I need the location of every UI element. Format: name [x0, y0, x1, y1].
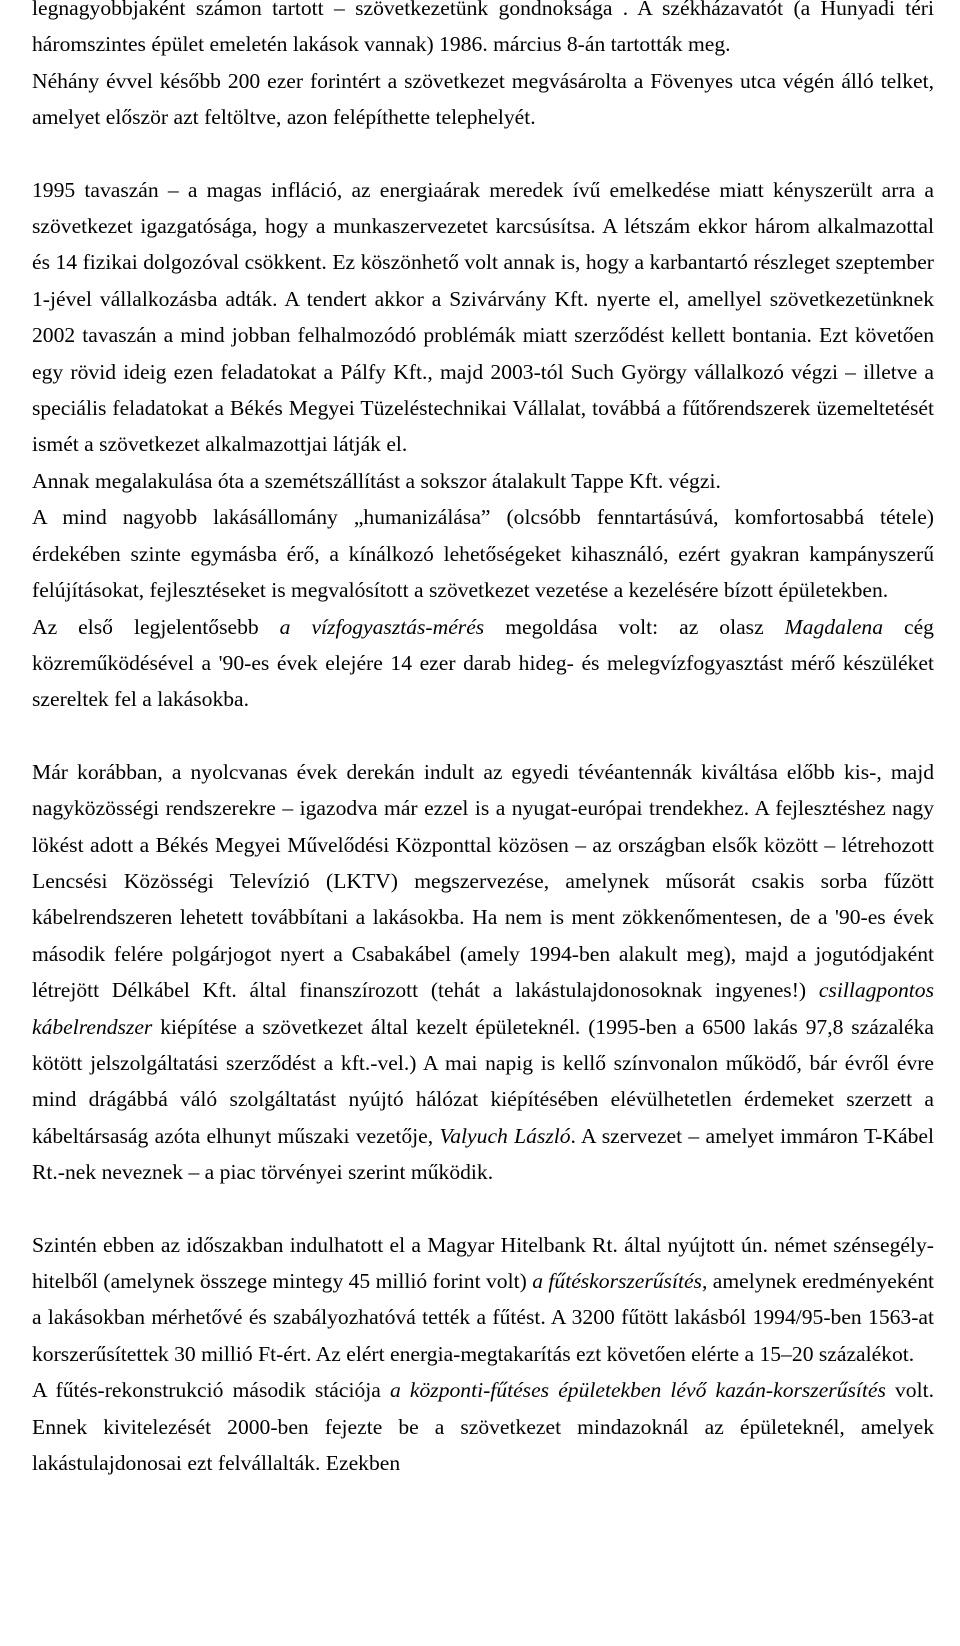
- paragraph-spacer: [32, 1191, 934, 1227]
- text-segment: A fűtés-rekonstrukció második stációja: [32, 1378, 390, 1403]
- paragraph-p5: [32, 499, 934, 608]
- italic-text-segment: a fűtéskorszerűsítés: [532, 1269, 702, 1293]
- text-segment: Az első legjelentősebb: [32, 614, 280, 639]
- paragraph-spacer: [32, 136, 934, 172]
- italic-text-segment: a vízfogyasztás-mérés: [279, 614, 485, 639]
- text-segment: cég közreműködésével a '90-es évek elejére 14 ezer darab hideg- és melegvízfogyasztást mérő készüléket szereltek fel a lakásokba.: [32, 614, 934, 712]
- text-segment: Már korábban, a nyolcvanas évek derekán indult az egyedi tévéantennák kiváltása előbb kis-, majd nagyközösségi rendszerekre – igazodva már ezzel is a nyugat-európai trendekhez. A fejlesztéshez nagy lökést adott a Békés Megyei Művelődési Központtal közösen – az országban elsők között – létrehozott Lencsési Közösségi Televízió (LKTV) megszervezése, amelynek műsorát csakis sorba fűzött kábelrendszeren lehetett továbbítani a lakásokba. Ha nem is ment zökkenőmentesen, de a '90-es évek második felére polgárjogot nyert a Csabakábel (amely 1994-ben alakult meg), majd a jogutódjaként létrejött Délkábel Kft. által finanszírozott (tehát a lakástulajdonosoknak ingyenes!): [32, 759, 934, 1003]
- text-segment: Néhány évvel később 200 ezer forintért a szövetkezet megvásárolta a Fövenyes utca végén álló telket, amelyet először azt feltöltve, azon felépíthette telephelyét.: [32, 68, 934, 130]
- text-segment: 1995 tavaszán – a magas infláció, az energiaárak meredek ívű emelkedése miatt kényszerült arra a szövetkezet igazgatósága, hogy a munkaszervezetet karcsúsítsa. A létszám ekkor három alkalmazottal és 14 fizikai dolgozóval csökkent. Ez köszönhető volt annak is, hogy a karbantartó részleget szeptember 1-jével vállalkozásba adták. A tendert akkor a Szivárvány Kft. nyerte el, amellyel szövetkezetünknek 2002 tavaszán a mind jobban felhalmozódó problémák miatt szerződést kellett bontania. Ezt követően egy rövid ideig ezen feladatokat a Pálfy Kft., majd 2003-tól Such György vállalkozó végzi – illetve a speciális feladatokat a Békés Megyei Tüzeléstechnikai Vállalat, továbbá a fűtőrendszerek üzemeltetését ismét a szövetkezet alkalmazottjai látják el.: [32, 177, 934, 457]
- text-segment: . A szervezet – amelyet immáron T-Kábel Rt.-nek neveznek – a piac törvényei szerint működik.: [32, 1123, 934, 1185]
- text-segment: megoldása volt: az olasz: [484, 614, 785, 639]
- paragraph-p8: [32, 1227, 934, 1373]
- italic-text-segment: csillagpontos kábelrendszer: [32, 978, 934, 1039]
- paragraph-spacer: [32, 718, 934, 754]
- text-segment: Szintén ebben az időszakban indulhatott el a Magyar Hitelbank Rt. által nyújtott ún. német szénsegély-hitelből (amelynek összege mintegy 45 millió forint volt): [32, 1232, 934, 1293]
- italic-text-segment: a központi-fűtéses épületekben lévő kazán-korszerűsítés: [389, 1378, 886, 1403]
- paragraph-p7: [32, 754, 934, 1191]
- text-segment: Annak megalakulása óta a szemétszállítást a sokszor átalakult Tappe Kft. végzi.: [32, 468, 721, 493]
- document-body: [32, 0, 934, 1481]
- text-segment: volt. Ennek kivitelezését 2000-ben fejezte be a szövetkezet mindazoknál az épületeknél, amelyek lakástulajdonosai ezt felvállalták. Ezekben: [32, 1378, 935, 1476]
- italic-text-segment: Magdalena: [784, 614, 884, 639]
- paragraph-p6: [32, 609, 934, 718]
- italic-text-segment: Valyuch László: [439, 1123, 571, 1148]
- text-segment: legnagyobbjaként számon tartott – szövetkezetünk gondnoksága . A székházavatót (a Hunyadi téri háromszintes épület emeletén lakások vannak) 1986. március 8-án tartották meg.: [32, 0, 934, 57]
- text-segment: kiépítése a szövetkezet által kezelt épületeknél. (1995-ben a 6500 lakás 97,8 százaléka kötött jelszolgáltatási szerződést a kft.-vel.) A mai napig is kellő színvonalon működő, bár évről évre mind drágábbá váló szolgáltatást nyújtó hálózat kiépítésében elévülhetetlen érdemeket szerzett a kábeltársaság azóta elhunyt műszaki vezetője,: [32, 1014, 934, 1148]
- paragraph-p2: [32, 63, 934, 136]
- paragraph-p1: [32, 0, 934, 63]
- paragraph-p3: [32, 172, 934, 463]
- text-segment: , amelynek eredményeként a lakásokban mérhetővé és szabályozhatóvá tették a fűtést. A 3200 fűtött lakásból 1994/95-ben 1563-at korszerűsítettek 30 millió Ft-ért. Az elért energia-megtakarítás ezt követően elérte a 15–20 százalékot.: [32, 1269, 934, 1366]
- text-segment: A mind nagyobb lakásállomány „humanizálása” (olcsóbb fenntartásúvá, komfortosabbá tétele) érdekében szinte egymásba érő, a kínálkozó lehetőségeket kihasználó, ezért gyakran kampányszerű felújításokat, fejlesztéseket is megvalósított a szövetkezet vezetése a kezelésére bízott épületekben.: [32, 505, 934, 603]
- paragraph-p9: [32, 1372, 934, 1481]
- paragraph-p4: [32, 463, 934, 499]
